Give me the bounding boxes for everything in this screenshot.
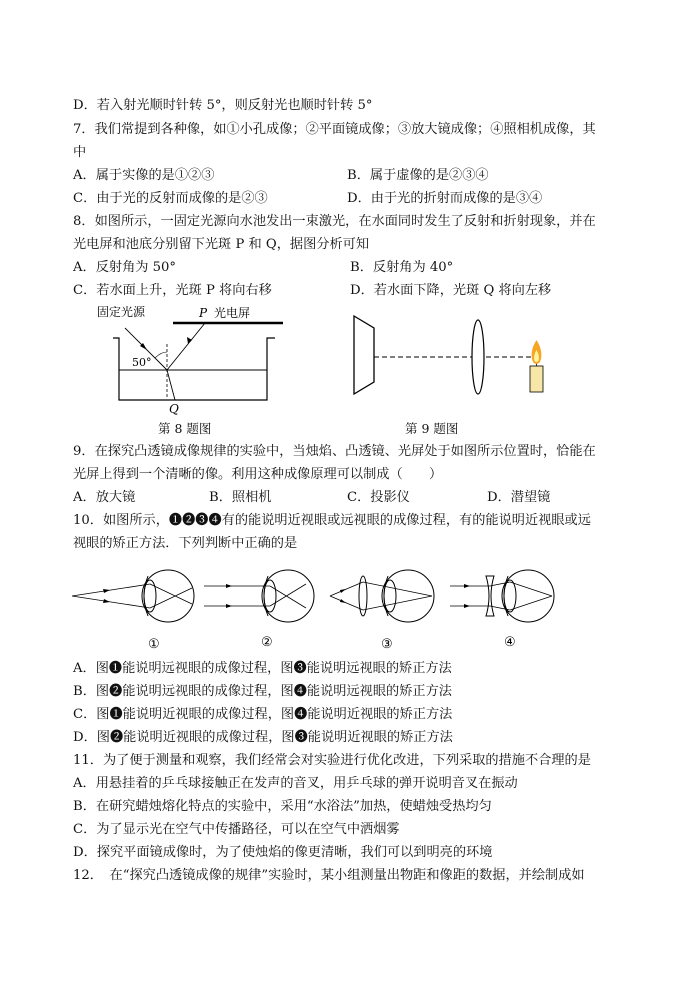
q9-option-a: A．放大镜	[73, 490, 136, 505]
reflected-ray	[167, 323, 205, 370]
concave-correction-lens	[486, 576, 494, 616]
q9-figure	[350, 310, 560, 410]
q8-figure	[95, 300, 315, 420]
q11-option-d: D．探究平面镜成像时，为了使烛焰的像更清晰，我们可以到明亮的环境	[73, 845, 493, 860]
fig9-caption: 第 9 题图	[405, 421, 459, 436]
q8-option-b: B．反射角为 40°	[350, 260, 454, 275]
eye-diagram-1	[72, 570, 194, 622]
fig8-q-label: Q	[169, 402, 179, 416]
q9-option-c: C．投影仪	[347, 490, 410, 505]
q8-option-c: C．若水面上升，光斑 P 将向右移	[73, 283, 272, 298]
q10-option-c: C．图❶能说明近视眼的成像过程，图❹能说明近视眼的矫正方法	[73, 707, 453, 722]
q10-stem-line1: 10．如图所示，❶❷❸❹有的能说明近视眼或远视眼的成像过程，有的能说明近视眼或远	[73, 513, 591, 528]
q7-stem-line2: 中	[73, 145, 87, 160]
fig8-angle-label: 50°	[132, 356, 152, 369]
q9-option-b: B．照相机	[209, 490, 272, 505]
q7-option-d: D．由于光的折射而成像的是③④	[347, 191, 543, 206]
q7-option-a: A．属于实像的是①②③	[73, 168, 215, 183]
eye-diagram-3	[330, 570, 434, 622]
q10-option-a: A．图❶能说明远视眼的成像过程，图❸能说明远视眼的矫正方法	[73, 661, 452, 676]
fig8-p-label: P	[199, 306, 208, 320]
q8-stem-line1: 8．如图所示，一固定光源向水池发出一束激光，在水面同时发生了反射和折射现象，并在	[73, 214, 596, 229]
q11-option-b: B．在研究蜡烛熔化特点的实验中，采用“水浴法”加热，使蜡烛受热均匀	[73, 799, 492, 814]
q10-stem-line2: 视眼的矫正方法．下列判断中正确的是	[73, 536, 298, 551]
q9-option-d: D．潜望镜	[487, 490, 551, 505]
q11-stem: 11．为了便于测量和观察，我们经常会对实验进行优化改进，下列采取的措施不合理的是	[73, 753, 591, 768]
q8-stem-line2: 光电屏和池底分别留下光斑 P 和 Q，据图分析可知	[73, 237, 370, 252]
q10-figure	[70, 562, 570, 654]
light-screen	[354, 316, 374, 394]
eye-label-4: ④	[504, 635, 516, 650]
eye-label-2: ②	[261, 635, 273, 650]
fig8-screen-label: 光电屏	[214, 306, 251, 320]
q10-option-d: D．图❷能说明近视眼的成像过程，图❸能说明近视眼的矫正方法	[73, 730, 453, 745]
q7-option-c: C．由于光的反射而成像的是②③	[73, 191, 268, 206]
q9-stem-line2: 光屏上得到一个清晰的像。利用这种成像原理可以制成（ ）	[73, 467, 443, 482]
q7-option-b: B．属于虚像的是②③④	[347, 168, 489, 183]
eye-label-3: ③	[381, 637, 393, 652]
convex-lens	[472, 320, 484, 394]
eye-label-1: ①	[148, 637, 160, 652]
q6-option-d: D．若入射光顺时针转 5°，则反射光也顺时针转 5°	[73, 98, 373, 113]
q8-option-d: D．若水面下降，光斑 Q 将向左移	[350, 283, 552, 298]
eye-diagram-2	[204, 570, 314, 622]
q12-stem: 12． 在“探究凸透镜成像的规律”实验时，某小组测量出物距和像距的数据，并绘制成如	[73, 868, 585, 883]
q11-option-a: A．用悬挂着的乒乓球接触正在发声的音叉，用乒乓球的弹开说明音叉在振动	[73, 776, 518, 791]
refracted-ray	[167, 370, 175, 400]
q9-stem-line1: 9．在探究凸透镜成像规律的实验中，当烛焰、凸透镜、光屏处于如图所示位置时，恰能在	[73, 444, 596, 459]
candle	[530, 366, 543, 392]
q11-option-c: C．为了显示光在空气中传播路径，可以在空气中洒烟雾	[73, 822, 400, 837]
q8-option-a: A．反射角为 50°	[73, 260, 177, 275]
fig8-caption: 第 8 题图	[158, 421, 212, 436]
q10-option-b: B．图❷能说明远视眼的成像过程，图❹能说明远视眼的矫正方法	[73, 684, 452, 699]
eye-diagram-4	[450, 570, 554, 622]
pool-outline	[113, 338, 275, 400]
q7-stem-line1: 7．我们常提到各种像，如①小孔成像；②平面镜成像；③放大镜成像；④照相机成像，其	[73, 122, 596, 137]
fig8-source-label: 固定光源	[97, 305, 146, 319]
